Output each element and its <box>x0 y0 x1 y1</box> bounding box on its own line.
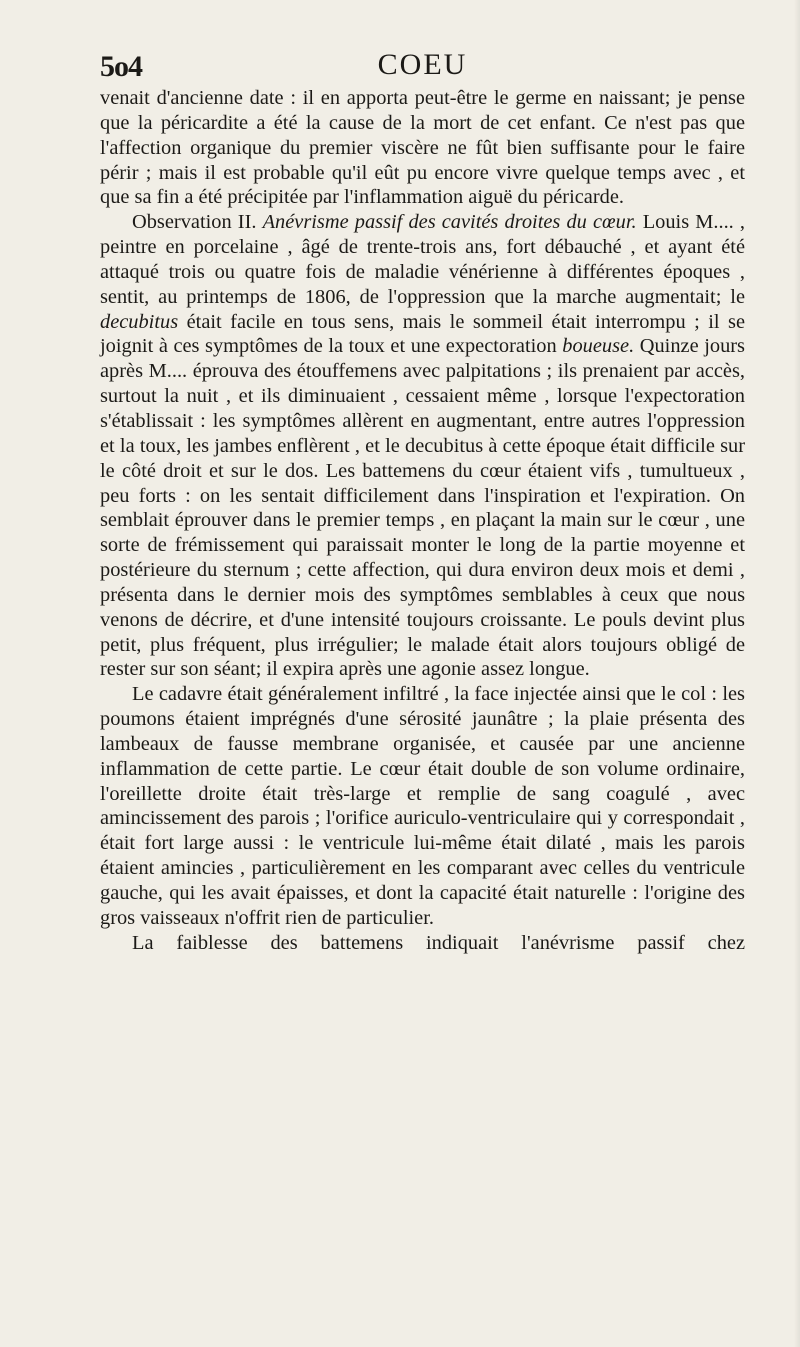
running-head: COEU <box>377 48 468 81</box>
observation-text-2: était facile en tous sens, mais le sommeil était interrompu ; il se joignit à ces symptômes de la toux et une expectoration <box>100 310 745 358</box>
paragraph-autopsy: Le cadavre était généralement infiltré , la face injectée ainsi que le col : les poumons étaient imprégnés d'une sérosité jaunâtre ; la plaie présenta des lambeaux de fausse membrane organisée, et causée par une ancienne inflammation de cette partie. Le cœur était double de son volume ordinaire, l'oreillette droite était très-large et remplie de sang coagulé , avec amincissement des parois ; l'orifice auriculo-ventriculaire qui y correspondait , était fort large aussi : le ventricule lui-même était dilaté , mais les parois étaient amincies , particulièrement en les comparant avec celles du ventricule gauche, qui les avait épaisses, et dont la capacité était naturelle : l'origine des gros vaisseaux n'offrit rien de particulier. <box>100 683 745 929</box>
page-number: 5o4 <box>100 50 142 83</box>
term-decubitus: decubitus <box>100 310 179 333</box>
observation-title: Anévrisme passif des cavités droites du cœur. <box>262 211 637 234</box>
paragraph-observation <box>100 210 745 682</box>
page-edge-shadow <box>794 0 800 1347</box>
body-text <box>100 86 745 956</box>
paragraph-continuation: venait d'ancienne date : il en apporta peut-être le germe en naissant; je pense que la péricardite a été la cause de la mort de cet enfant. Ce n'est pas que l'affection organique du premier viscère ne fût bien suffisante pour le faire périr ; mais il est probable qu'il eût pu encore vivre quelque temps avec , et que sa fin a été précipitée par l'inflammation aiguë du péricarde. <box>100 87 745 209</box>
observation-label: Observation II. <box>132 211 263 234</box>
observation-text-1: Louis M.... , peintre en porcelaine , âgé de trente-trois ans, fort débauché , et ayant été attaqué trois ou quatre fois de maladie vénérienne à différentes époques , sentit, au printemps de 1806, de l'oppression que la marche augmentait; le <box>100 211 745 308</box>
paragraph-conclusion: La faiblesse des battemens indiquait l'anévrisme passif chez <box>132 931 745 954</box>
term-boueuse: boueuse. <box>562 335 635 358</box>
page-header <box>100 48 745 88</box>
observation-text-3: Quinze jours après M.... éprouva des étouffemens avec palpitations ; ils prenaient par accès, surtout la nuit , et ils diminuaient , cessaient même , lorsque l'expectoration s'établissait : les symptômes allèrent en augmentant, entre autres l'oppression et la toux, les jambes enflèrent , et le decubitus à cette époque était difficile sur le côté droit et sur le dos. Les battemens du cœur étaient vifs , tumultueux , peu forts : on les sentait difficilement dans l'inspiration et l'expiration. On semblait éprouver dans le premier temps , en plaçant la main sur le cœur , une sorte de frémissement qui paraissait monter le long de la partie moyenne et postérieure du sternum ; cette affection, qui dura environ deux mois et demi , présenta dans le dernier mois des symptômes semblables à ceux que nous venons de décrire, et d'une intensité toujours croissante. Le pouls devint plus petit, plus fréquent, plus irrégulier; le malade était alors toujours obligé de rester sur son séant; il expira après une agonie assez longue. <box>100 335 745 681</box>
